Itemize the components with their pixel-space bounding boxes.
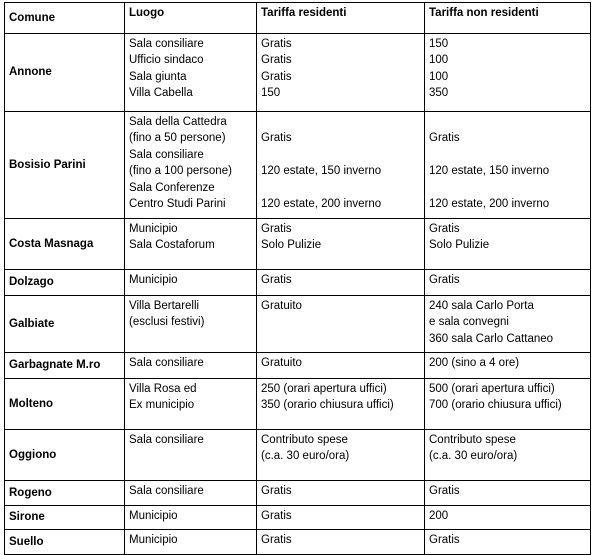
cell-line: Gratis [261,38,292,50]
cell-line: Gratis [429,132,460,145]
cell-line: Sala Conferenze [129,181,215,194]
cell-line [429,180,586,196]
cell-line: e sala convegni [429,316,509,329]
cell-tariffa-residenti [257,379,425,430]
cell-line: Municipio [129,534,178,546]
cell-line: Sala della Cattedra [129,116,227,128]
table-row [5,112,591,219]
cell-comune: Rogeno [5,481,125,506]
cell-line: Contributo spese [261,434,348,446]
cell-line: Sala consiliare [129,357,204,369]
cell-line: Gratis [261,534,292,546]
cell-line: Villa Rosa ed [129,383,197,395]
cell-line: 120 estate, 150 inverno [429,165,550,178]
cell-line: 100 [429,54,449,67]
cell-comune: Galbiate [5,296,125,353]
cell-line: Villa Bertarelli [129,300,200,312]
cell-line: Municipio [129,274,178,286]
cell-line: Gratis [429,274,460,286]
cell-line: Sala Costaforum [129,239,215,252]
cell-tariffa-non-residenti [425,112,591,219]
cell-line: Municipio [129,510,178,522]
cell-line: Gratis [261,54,292,67]
cell-line: 120 estate, 200 inverno [429,197,550,210]
cell-line: 200 (sino a 4 ore) [429,357,520,369]
tariffe-table [4,2,591,555]
cell-line: 150 [429,38,449,50]
header-tariffa-non-residenti: Tariffa non residenti [425,3,591,34]
cell-luogo [125,379,257,430]
cell-line: Municipio [129,223,178,235]
cell-line: 500 (orari apertura uffici) [429,383,555,395]
cell-luogo [125,219,257,270]
cell-tariffa-residenti [257,430,425,481]
cell-line: Ufficio sindaco [129,54,204,67]
cell-tariffa-non-residenti [425,219,591,270]
cell-line: Centro Studi Parini [129,198,226,211]
cell-luogo [125,481,257,506]
header-tariffa-residenti: Tariffa residenti [257,3,425,34]
cell-line: Sala consiliare [129,434,204,446]
cell-line: 200 [429,510,449,522]
cell-comune: Annone [5,34,125,112]
cell-line: Gratuito [261,300,302,312]
cell-comune: Garbagnate M.ro [5,353,125,379]
cell-line: 360 sala Carlo Cattaneo [429,332,554,345]
header-luogo: Luogo [125,3,257,34]
cell-line: 700 (orario chiusura uffici) [429,399,562,412]
cell-line: (esclusi festivi) [129,316,205,329]
cell-line: Gratuito [261,357,302,369]
cell-tariffa-non-residenti [425,296,591,353]
cell-line: (fino a 50 persone) [129,132,226,145]
cell-line: 350 [429,87,449,100]
cell-line: 250 (orari apertura uffici) [261,383,387,395]
cell-luogo [125,270,257,296]
cell-tariffa-residenti [257,34,425,112]
cell-line: Gratis [261,132,292,145]
cell-comune: Bosisio Parini [5,112,125,219]
cell-comune: Costa Masnaga [5,219,125,270]
cell-line: Solo Pulizie [429,239,490,252]
table-row [5,481,591,506]
cell-line: (c.a. 30 euro/ora) [429,450,518,463]
cell-line: Gratis [261,70,292,83]
cell-line [261,180,420,196]
cell-luogo [125,34,257,112]
cell-tariffa-residenti [257,530,425,555]
cell-tariffa-non-residenti [425,34,591,112]
cell-tariffa-non-residenti [425,481,591,506]
cell-line: Gratis [261,274,292,286]
cell-luogo [125,296,257,353]
cell-line: Sala consiliare [129,485,204,497]
cell-comune: Suello [5,530,125,555]
cell-luogo [125,506,257,530]
cell-tariffa-residenti [257,296,425,353]
cell-line: Villa Cabella [129,87,193,100]
cell-tariffa-non-residenti [425,270,591,296]
cell-line: 120 estate, 150 inverno [261,165,382,178]
cell-line: Gratis [261,223,292,235]
cell-luogo [125,112,257,219]
cell-tariffa-residenti [257,506,425,530]
cell-comune: Sirone [5,506,125,530]
cell-line: Gratis [429,485,460,497]
cell-tariffa-residenti [257,270,425,296]
table-row [5,219,591,270]
cell-line: Gratis [261,510,292,522]
cell-tariffa-non-residenti [425,506,591,530]
cell-line: Gratis [429,534,460,546]
cell-line: 350 (orario chiusura uffici) [261,399,394,412]
table-row [5,296,591,353]
cell-luogo [125,530,257,555]
cell-comune: Molteno [5,379,125,430]
cell-tariffa-residenti [257,112,425,219]
cell-line [261,114,420,130]
cell-tariffa-non-residenti [425,530,591,555]
table-row [5,506,591,530]
cell-line: 240 sala Carlo Porta [429,300,534,312]
cell-tariffa-residenti [257,219,425,270]
header-comune: Comune [5,3,125,34]
cell-line: Gratis [261,485,292,497]
cell-line: 150 [261,87,281,100]
cell-luogo [125,353,257,379]
cell-line: Solo Pulizie [261,239,322,252]
cell-line [429,114,586,130]
cell-line [429,147,586,163]
cell-tariffa-residenti [257,353,425,379]
cell-tariffa-residenti [257,481,425,506]
cell-comune: Dolzago [5,270,125,296]
cell-line: Gratis [429,223,460,235]
cell-line: 120 estate, 200 inverno [261,197,382,210]
cell-line [261,147,420,163]
cell-line: Sala giunta [129,70,187,83]
cell-line: (fino a 100 persone) [129,165,232,178]
cell-tariffa-non-residenti [425,379,591,430]
cell-line: 100 [429,70,449,83]
table-row [5,353,591,379]
cell-line: Ex municipio [129,399,195,412]
cell-tariffa-non-residenti [425,430,591,481]
cell-tariffa-non-residenti [425,353,591,379]
table-row [5,430,591,481]
cell-line: (c.a. 30 euro/ora) [261,450,350,463]
table-row [5,270,591,296]
header-row [5,3,591,34]
table-row [5,530,591,555]
cell-luogo [125,430,257,481]
cell-line: Sala consiliare [129,148,204,161]
table-row [5,34,591,112]
cell-line: Sala consiliare [129,38,204,50]
cell-line: Contributo spese [429,434,516,446]
cell-comune: Oggiono [5,430,125,481]
table-row [5,379,591,430]
